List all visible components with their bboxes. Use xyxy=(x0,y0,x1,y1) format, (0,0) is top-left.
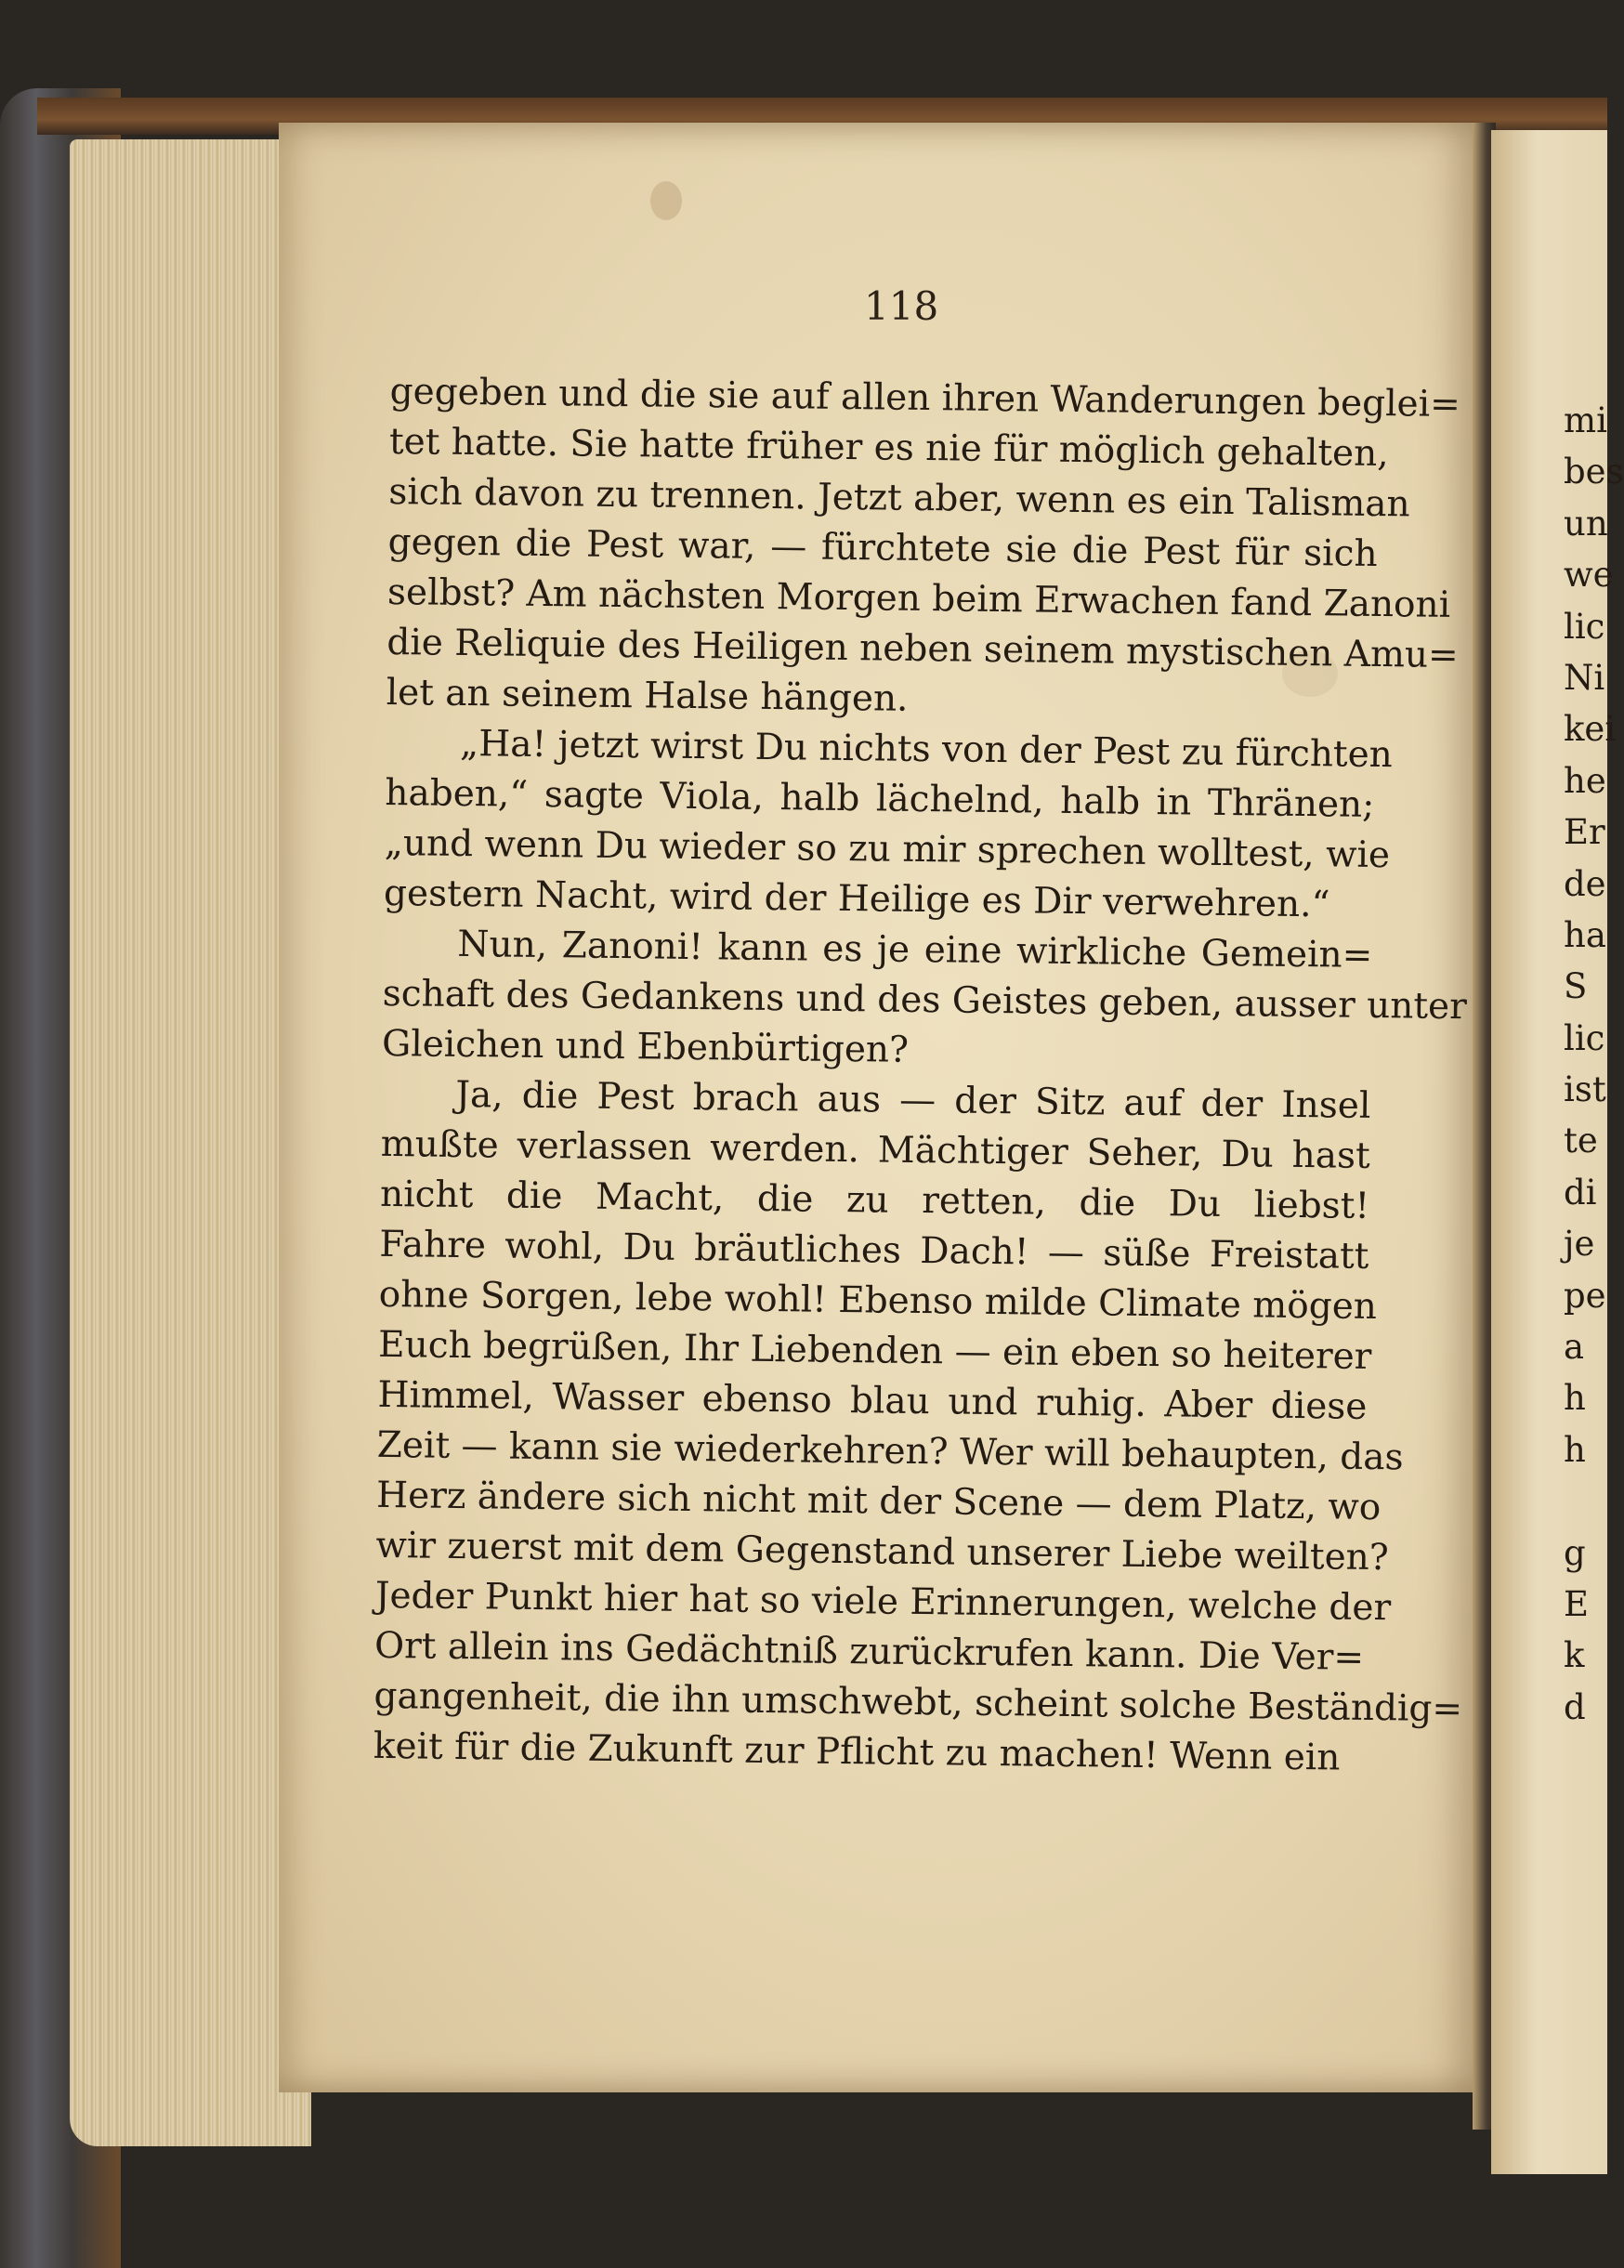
text-line: Jeder Punkt hier hat so viele Erinnerungen, welche der xyxy=(374,1574,1392,1630)
text-line: mußte verlassen werden. Mächtiger Seher, Du hast xyxy=(380,1122,1370,1177)
right-page-fragment: un xyxy=(1564,503,1608,544)
right-page-fragment: k xyxy=(1564,1635,1585,1676)
page-number: 118 xyxy=(864,283,939,329)
right-page-fragment: kei xyxy=(1564,709,1617,750)
right-page-fragment: a xyxy=(1564,1327,1585,1368)
right-page-text-fragments xyxy=(1564,395,1624,1733)
text-line: Euch begrüßen, Ihr Liebenden — ein eben so heiterer xyxy=(377,1323,1372,1378)
right-page-fragment: E xyxy=(1564,1583,1590,1624)
right-page-fragment: Ni xyxy=(1564,657,1605,698)
text-line: Himmel, Wasser ebenso blau und ruhig. Aber diese xyxy=(377,1373,1368,1428)
text-line: gegen die Pest war, — fürchtete sie die Pest für sich xyxy=(387,520,1378,575)
right-page-fragment: d xyxy=(1564,1686,1586,1727)
right-page-fragment: h xyxy=(1564,1429,1586,1470)
text-line: wir zuerst mit dem Gegenstand unserer Liebe weilten? xyxy=(375,1524,1390,1580)
text-line: schaft des Gedankens und des Geistes geben, ausser unter xyxy=(382,972,1468,1029)
right-page-fragment: mi xyxy=(1564,400,1607,440)
paragraph xyxy=(381,919,1468,1082)
right-page-fragment: h xyxy=(1564,1378,1586,1419)
right-page-fragment: S xyxy=(1564,966,1588,1007)
right-page-fragment: pe xyxy=(1564,1275,1606,1316)
text-line: „Ha! jetzt wirst Du nichts von der Pest zu fürchten xyxy=(459,722,1394,777)
paper-stain xyxy=(650,181,682,220)
text-line: Gleichen und Ebenbürtigen? xyxy=(381,1022,910,1071)
text-line: gegeben und die sie auf allen ihren Wanderungen beglei= xyxy=(389,370,1461,426)
text-line: let an seinem Halse hängen. xyxy=(386,671,909,720)
text-line: gestern Nacht, wird der Heilige es Dir verwehren.“ xyxy=(383,872,1330,926)
right-page-fragment: de xyxy=(1564,863,1606,904)
right-page-fragment: te xyxy=(1564,1121,1598,1161)
text-line: haben,“ sagte Viola, halb lächelnd, halb in Thränen; xyxy=(385,771,1375,826)
page-stack-edges xyxy=(70,139,311,2146)
right-page-fragment: bes xyxy=(1564,452,1624,492)
right-page-fragment: je xyxy=(1564,1224,1595,1265)
text-line: die Reliquie des Heiligen neben seinem mystischen Amu= xyxy=(386,621,1460,677)
paragraph xyxy=(373,1069,1463,1784)
right-page-fragment: lic xyxy=(1564,606,1605,647)
text-line: ohne Sorgen, lebe wohl! Ebenso milde Climate mögen xyxy=(378,1273,1378,1329)
right-page-fragment: Er xyxy=(1564,812,1605,853)
text-line: Herz ändere sich nicht mit der Scene — dem Platz, wo xyxy=(375,1474,1382,1529)
right-page-fragment: lic xyxy=(1564,1017,1605,1058)
text-line: gangenheit, die ihn umschwebt, scheint solche Beständig= xyxy=(373,1674,1463,1731)
text-line: keit für die Zukunft zur Pflicht zu machen! Wenn ein xyxy=(373,1724,1341,1779)
right-page-fragment: ist xyxy=(1564,1069,1606,1110)
text-line: sich davon zu trennen. Jetzt aber, wenn es ein Talisman xyxy=(388,470,1410,526)
text-line: selbst? Am nächsten Morgen beim Erwachen fand Zanoni xyxy=(386,570,1451,626)
text-line: Ja, die Pest brach aus — der Sitz auf der Insel xyxy=(455,1073,1371,1127)
paragraph xyxy=(383,718,1394,931)
text-line: Ort allein ins Gedächtniß zurückrufen kann. Die Ver= xyxy=(373,1624,1365,1679)
right-page-fragment: ha xyxy=(1564,914,1606,955)
text-line: nicht die Macht, die zu retten, die Du liebst! xyxy=(379,1173,1370,1227)
right-page-fragment: g xyxy=(1564,1532,1586,1573)
text-line: „und wenn Du wieder so zu mir sprechen wolltest, wie xyxy=(384,821,1391,877)
right-page-fragment: we xyxy=(1564,555,1614,596)
text-line: tet hatte. Sie hatte früher es nie für möglich gehalten, xyxy=(388,420,1389,476)
text-line: Nun, Zanoni! kann es je eine wirkliche Gemein= xyxy=(457,923,1373,977)
right-page-fragment xyxy=(1564,1475,1607,1527)
text-line: Fahre wohl, Du bräutliches Dach! — süße Freistatt xyxy=(379,1223,1369,1278)
page-text-body xyxy=(373,367,1468,1784)
text-line: Zeit — kann sie wiederkehren? Wer will behaupten, das xyxy=(376,1423,1404,1479)
right-page-fragment: di xyxy=(1564,1172,1597,1213)
right-page-fragment: he xyxy=(1564,760,1606,801)
paragraph xyxy=(386,367,1461,730)
